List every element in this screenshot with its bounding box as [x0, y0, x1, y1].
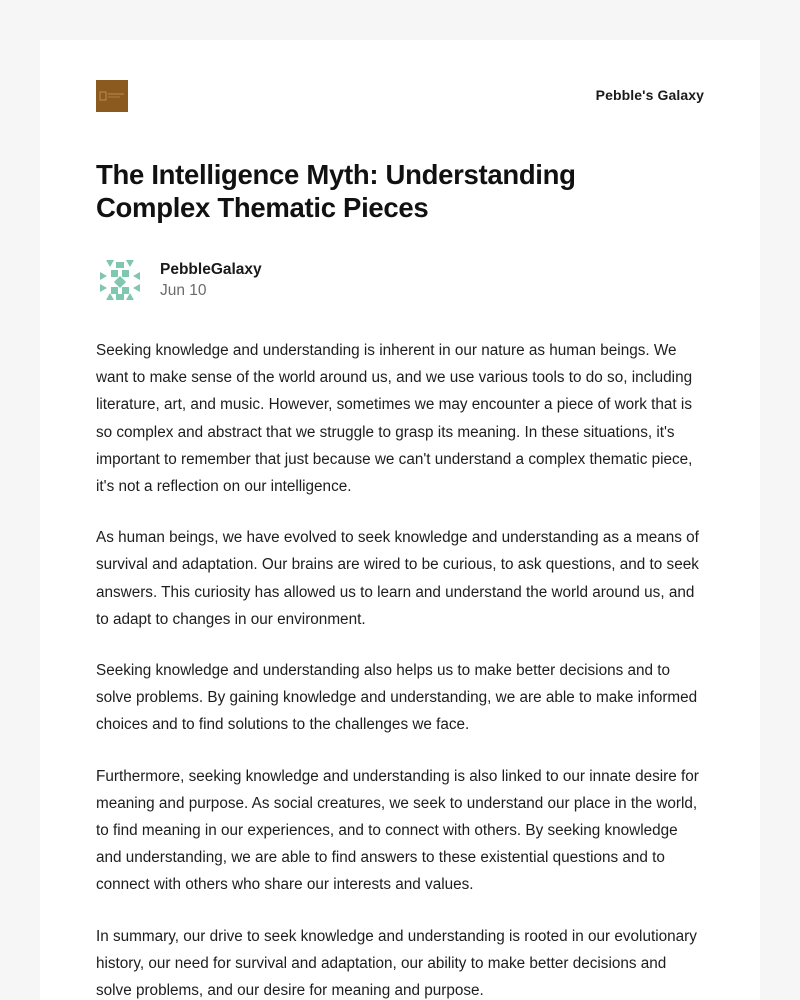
- post-card: [40, 40, 760, 1000]
- article-paragraph: As human beings, we have evolved to seek knowledge and understanding as a means of survival and adaptation. Our brains are wired to be curious, to ask questions, and to seek answers. This curiosity has allowed us to learn and understand the world around us, and to adapt to changes in our environment.: [96, 529, 699, 628]
- logo-image: [96, 80, 128, 112]
- avatar-pattern-icon: [96, 256, 144, 304]
- post-date: Jun 10: [160, 282, 207, 299]
- article-paragraph: Seeking knowledge and understanding is inherent in our nature as human beings. We want to make sense of the world around us, and we use various tools to do so, including literature, art, and music. However, sometimes we may encounter a piece of work that is so complex and abstract that we struggle to grasp its meaning. In these situations, it's important to remember that just because we can't understand a complex thematic piece, it's not a reflection on our intelligence.: [96, 342, 693, 496]
- article-paragraph: In summary, our drive to seek knowledge and understanding is rooted in our evolutionary history, our need for survival and adaptation, our ability to make better decisions and solve problems, and our desire for meaning and purpose.: [96, 927, 697, 1000]
- author-name-link[interactable]: PebbleGalaxy: [160, 261, 262, 278]
- author-meta: [160, 259, 262, 301]
- article-body: [96, 337, 706, 1000]
- site-logo[interactable]: [96, 80, 128, 112]
- author-byline: [96, 256, 262, 304]
- article-paragraph: Seeking knowledge and understanding also helps us to make better decisions and to solve problems. By gaining knowledge and understanding, we are able to make informed choices and to find solutions to the challenges we face.: [96, 662, 698, 734]
- article-paragraph: Furthermore, seeking knowledge and understanding is also linked to our innate desire for meaning and purpose. As social creatures, we seek to understand our place in the world, to find meaning in our experiences, and to connect with others. By seeking knowledge and understanding, we are able to find answers to these existential questions and to connect with others who share our interests and values.: [96, 767, 699, 894]
- post-title: The Intelligence Myth: Understanding Complex Thematic Pieces: [96, 159, 576, 223]
- author-avatar[interactable]: [96, 256, 144, 304]
- site-name-link[interactable]: Pebble's Galaxy: [595, 87, 704, 103]
